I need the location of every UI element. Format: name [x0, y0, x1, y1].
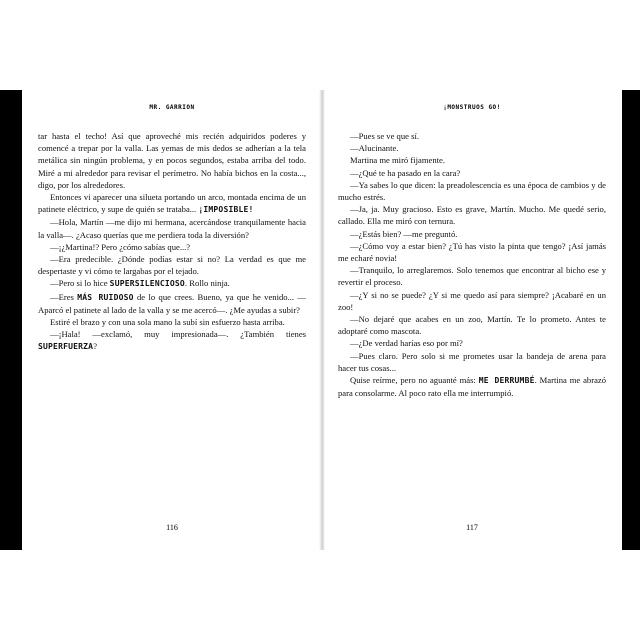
paragraph-text: —¿Qué te ha pasado en la cara?	[350, 167, 461, 178]
paragraph-text: —¿Cómo voy a estar bien? ¿Tú has visto la pinta que tengo? ¡Así jamás me echaré novia!	[338, 240, 606, 264]
paragraph-text: —¡Hala! —exclamó, muy impresionada—. ¿También tienes	[50, 329, 306, 340]
paragraph-text: —¿De verdad harías eso por mí?	[350, 338, 463, 349]
paragraph	[38, 291, 306, 316]
emphasis-text: SUPERFUERZA	[38, 342, 94, 352]
paragraph	[38, 253, 306, 277]
paragraph	[338, 374, 606, 399]
paragraph-text: —No dejaré que acabes en un zoo, Martín. Te lo prometo. Antes te adoptaré como mascota.	[338, 314, 606, 337]
paragraph-text: —Tranquilo, lo arreglaremos. Solo tenemos que encontrar al bicho ese y revertir el proceso.	[338, 265, 606, 288]
paragraph-text: tar hasta el techo! Así que aproveché mis recién adquiridos poderes y comencé a trepar por la valla. Las yemas de mis dedos se adherían a la tela metálica sin ningún problema, y en pocos segundos, estaba arriba del todo. Miré a mi alrededor para revisar el perímetro. No había bichos en la costa..., digo, por los alrededores.	[38, 131, 306, 190]
paragraph	[38, 277, 306, 290]
paragraph	[338, 313, 606, 337]
paragraph-text: —Pues se ve que sí.	[350, 131, 419, 141]
paragraph-text: —¿Estás bien? —me preguntó.	[350, 228, 458, 239]
paragraph-text: de lo que crees. Bueno, ya que he venido... —Aparcó el patinete al lado de la valla y se me acercó—. ¿Me ayudas a subir?	[38, 291, 306, 315]
left-page-number: 116	[166, 523, 178, 532]
left-page	[22, 90, 322, 550]
paragraph	[338, 167, 606, 179]
paragraph-text: —¿Y si no se puede? ¿Y si me quedo así para siempre? ¡Acabaré en un zoo!	[338, 289, 606, 312]
paragraph	[338, 350, 606, 374]
left-page-text	[38, 130, 306, 354]
paragraph-text: —Era predecible. ¿Dónde podías estar si no? La verdad es que me despertaste y vi cómo te largabas por el tejado.	[38, 254, 306, 277]
paragraph-text: Entonces vi aparecer una silueta portando un arco, montada encima de un patinete eléctrico, y supe de quién se trataba...	[38, 192, 306, 215]
paragraph	[338, 142, 606, 154]
paragraph-text: . Rollo ninja.	[184, 278, 230, 289]
paragraph	[338, 228, 606, 240]
emphasis-text: ME DERRUMBÉ	[478, 376, 535, 386]
paragraph	[338, 179, 606, 203]
paragraph	[338, 130, 606, 142]
paragraph-text: Estiré el brazo y con una sola mano la subí sin esfuerzo hasta arriba.	[50, 317, 285, 328]
paragraph-text: . Martina me abrazó para consolarme. Al poco rato ella me interrumpió.	[338, 375, 606, 399]
paragraph	[38, 216, 306, 240]
paragraph-text: ?	[93, 341, 98, 352]
book-gutter	[319, 90, 325, 550]
paragraph-text: —Ja, ja. Muy gracioso. Esto es grave, Martín. Mucho. Me quedé serio, callado. Ella me miró con ternura.	[338, 204, 606, 227]
emphasis-text: ¡IMPOSIBLE!	[198, 205, 254, 215]
emphasis-text: MÁS RUIDOSO	[77, 292, 134, 302]
paragraph-text: —Hola, Martín —me dijo mi hermana, acercándose tranquilamente hacia la valla—. ¿Acaso querías que me perdiera toda la diversión?	[38, 217, 306, 240]
paragraph-text: —Ya sabes lo que dicen: la preadolescencia es una época de cambios y de mucho estrés.	[338, 179, 606, 203]
right-page-text	[338, 130, 606, 399]
right-page	[322, 90, 622, 550]
right-page-number: 117	[466, 523, 478, 532]
paragraph-text: —Pero si lo hice	[50, 278, 110, 289]
paragraph	[38, 241, 306, 253]
paragraph-text: —Alucinante.	[350, 143, 399, 154]
paragraph	[338, 289, 606, 313]
paragraph	[338, 203, 606, 227]
left-running-head: MR. GARRION	[149, 104, 195, 111]
paragraph	[38, 191, 306, 216]
paragraph	[338, 337, 606, 349]
emphasis-text: SUPERSILENCIOSO	[109, 279, 185, 289]
paragraph	[38, 130, 306, 191]
paragraph	[338, 154, 606, 166]
paragraph-text: —¡¿Martina!? Pero ¿cómo sabías que...?	[50, 241, 191, 252]
paragraph-text: —Eres	[50, 291, 78, 302]
paragraph	[38, 328, 306, 353]
paragraph	[38, 316, 306, 328]
book-spread	[0, 90, 640, 550]
paragraph	[338, 240, 606, 264]
paragraph-text: Martina me miró fijamente.	[350, 155, 445, 166]
right-running-head: ¡MONSTRUOS GO!	[443, 104, 501, 111]
paragraph-text: Quise reírme, pero no aguanté más:	[350, 375, 479, 386]
paragraph	[338, 264, 606, 288]
paragraph-text: —Pues claro. Pero solo si me prometes usar la bandeja de arena para hacer tus cosas...	[338, 350, 606, 373]
